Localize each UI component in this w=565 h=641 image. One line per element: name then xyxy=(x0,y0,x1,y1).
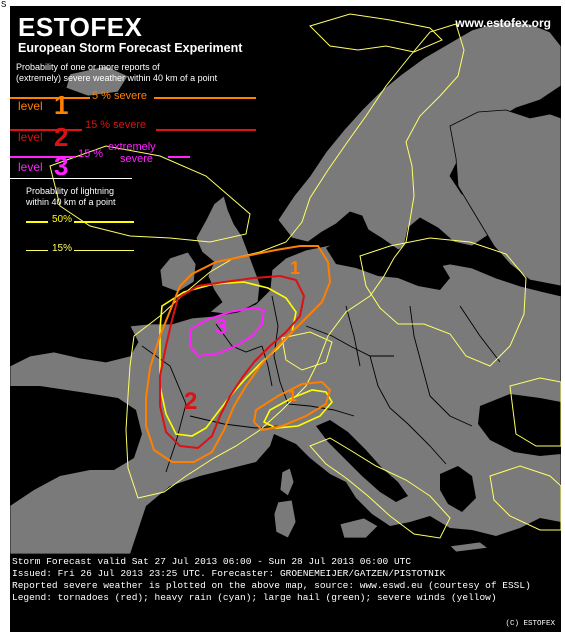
level3-word: level xyxy=(18,160,43,174)
map-level-label: 3 xyxy=(215,314,228,339)
legend-severe-line1: Probability of one or more reports of xyxy=(16,62,160,72)
level1-number: 1 xyxy=(54,90,69,120)
level2-legend-line xyxy=(10,129,82,131)
lightning-50-legend-line-right xyxy=(74,221,134,223)
lightning-50-label: 50% xyxy=(52,214,73,225)
level1-word: level xyxy=(18,99,43,113)
map-level-label: 1 xyxy=(288,388,297,405)
forecast-info-box xyxy=(10,554,561,632)
level2-word: level xyxy=(18,130,43,144)
level3-label-pct: 15 % xyxy=(78,148,104,160)
legend-severe-caption xyxy=(16,62,217,84)
legend-lightning-line2: within 40 km of a point xyxy=(26,197,116,207)
level1-label: 5 % severe xyxy=(92,90,148,102)
legend-lightning-line1: Probability of lightning xyxy=(26,186,115,196)
reports-legend-text: Legend: tornadoes (red); heavy rain (cyan); large hail (green); severe winds (yellow) xyxy=(12,592,497,603)
land-ireland xyxy=(160,252,196,292)
level3-legend-line-right xyxy=(168,156,190,158)
level3-label-b: severe xyxy=(120,153,154,165)
level2-label: 15 % severe xyxy=(85,119,147,131)
lightning-15-legend-line xyxy=(26,250,48,251)
legend-separator xyxy=(10,178,132,179)
level2-legend-line-right xyxy=(156,129,256,131)
page-title: ESTOFEX xyxy=(18,12,143,42)
level1-legend-line xyxy=(10,97,90,99)
forecast-map xyxy=(10,6,561,632)
map-level-label: 1 xyxy=(290,258,301,278)
level1-legend-line-right xyxy=(154,97,256,99)
issued-text: Issued: Fri 26 Jul 2013 23:25 UTC. Forecaster: GROENEMEIJER/GATZEN/PISTOTNIK xyxy=(12,568,446,579)
page-subtitle: European Storm Forecast Experiment xyxy=(18,41,243,55)
level3-number: 3 xyxy=(54,151,69,181)
land-finland xyxy=(450,110,561,286)
valid-time-text: Storm Forecast valid Sat 27 Jul 2013 06:00 - Sun 28 Jul 2013 06:00 UTC xyxy=(12,556,412,567)
map-level-label: 2 xyxy=(184,388,198,415)
lightning-50-legend-line xyxy=(26,221,48,223)
lightning-15-contour xyxy=(310,14,442,52)
corner-marker: S xyxy=(1,0,7,10)
copyright-text: (C) ESTOFEX xyxy=(505,620,555,628)
level3-label-a: extremely xyxy=(108,141,156,153)
lightning-15-legend-line-right xyxy=(74,250,134,251)
level2-number: 2 xyxy=(54,122,69,152)
lightning-15-label: 15% xyxy=(52,243,73,254)
reports-source-text: Reported severe weather is plotted on the above map, source: www.eswd.eu (courtesy of ESSL) xyxy=(12,580,531,591)
level3-legend-line xyxy=(10,156,76,158)
legend-lightning-caption xyxy=(26,186,116,208)
site-url[interactable]: www.estofex.org xyxy=(455,16,551,30)
map-canvas xyxy=(10,6,561,554)
legend-severe-line2: (extremely) severe weather within 40 km of a point xyxy=(16,73,218,83)
